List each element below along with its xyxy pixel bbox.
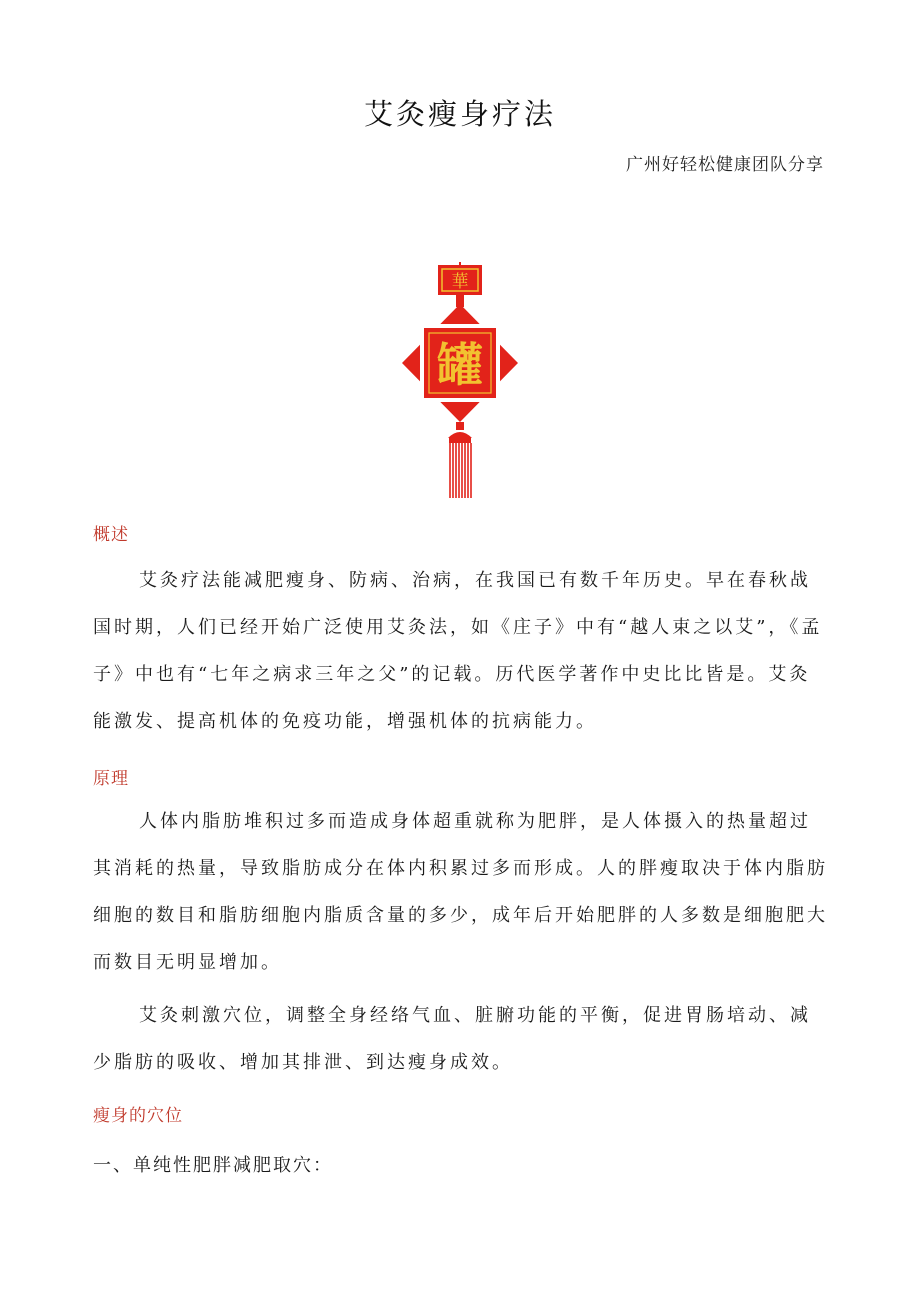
page-title: 艾灸瘦身疗法 [363,97,556,131]
principle-paragraph-1: 人体内脂肪堆积过多而造成身体超重就称为肥胖，是人体摄入的热量超过其消耗的热量，导致脂肪成分在体内积累过多而形成。人的胖瘦取决于体内脂肪细胞的数目和脂肪细胞内脂质含量的多少，成年后开始肥胖的人多数是细胞肥大而数目无明显增加。 [93,811,828,973]
section-heading-acupoints: 瘦身的穴位 [93,1106,183,1126]
main-char: 罐 [437,338,483,392]
chinese-knot-emblem [400,262,520,502]
section-heading-principle: 原理 [93,769,129,789]
acupoint-item-1: 一、单纯性肥胖减肥取穴： [93,1155,333,1176]
overview-paragraph: 艾灸疗法能减肥瘦身、防病、治病，在我国已有数千年历史。早在春秋战国时期，人们已经开始广泛使用艾灸法，如《庄子》中有“越人束之以艾”，《孟子》中也有“七年之病求三年之父”的记载。历代医学著作中史比比皆是。艾灸能激发、提高机体的免疫功能，增强机体的抗病能力。 [93,570,823,732]
section-heading-overview: 概述 [93,525,129,545]
byline: 广州好轻松健康团队分享 [626,155,824,175]
top-char: 華 [451,272,469,292]
tassel [450,443,471,498]
principle-paragraph-2: 艾灸刺激穴位，调整全身经络气血、脏腑功能的平衡，促进胃肠培动、减少脂肪的吸收、增加其排泄、到达瘦身成效。 [93,1005,811,1073]
